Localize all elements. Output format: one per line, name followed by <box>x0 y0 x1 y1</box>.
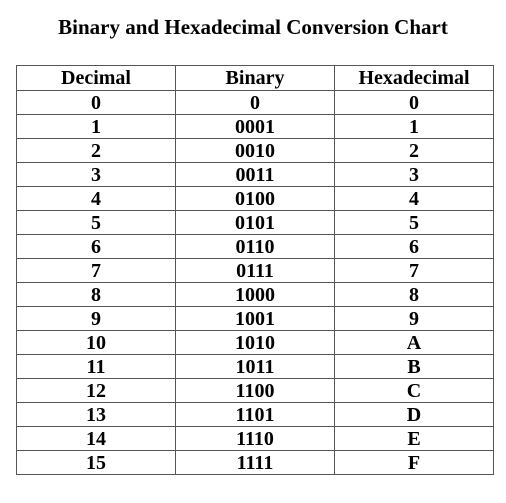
hexadecimal-cell: 4 <box>335 187 494 211</box>
decimal-cell: 11 <box>17 355 176 379</box>
hexadecimal-cell: 3 <box>335 163 494 187</box>
decimal-cell: 14 <box>17 427 176 451</box>
header-row <box>17 66 494 91</box>
binary-cell: 0101 <box>176 211 335 235</box>
table-row <box>17 307 494 331</box>
table-row <box>17 259 494 283</box>
binary-cell: 1000 <box>176 283 335 307</box>
hexadecimal-cell: A <box>335 331 494 355</box>
hexadecimal-cell: 6 <box>335 235 494 259</box>
binary-cell: 1010 <box>176 331 335 355</box>
hexadecimal-cell: 1 <box>335 115 494 139</box>
binary-cell: 1001 <box>176 307 335 331</box>
binary-cell: 0111 <box>176 259 335 283</box>
page-title: Binary and Hexadecimal Conversion Chart <box>58 15 448 39</box>
decimal-cell: 1 <box>17 115 176 139</box>
decimal-cell: 9 <box>17 307 176 331</box>
decimal-cell: 0 <box>17 91 176 115</box>
binary-cell: 1110 <box>176 427 335 451</box>
hexadecimal-cell: 2 <box>335 139 494 163</box>
hexadecimal-cell: 5 <box>335 211 494 235</box>
column-header-hexadecimal: Hexadecimal <box>335 66 494 91</box>
decimal-cell: 3 <box>17 163 176 187</box>
table-row <box>17 379 494 403</box>
table-row <box>17 115 494 139</box>
hexadecimal-cell: D <box>335 403 494 427</box>
binary-cell: 0 <box>176 91 335 115</box>
binary-cell: 1111 <box>176 451 335 475</box>
decimal-cell: 8 <box>17 283 176 307</box>
hexadecimal-cell: B <box>335 355 494 379</box>
hexadecimal-cell: 9 <box>335 307 494 331</box>
binary-cell: 0011 <box>176 163 335 187</box>
column-header-binary: Binary <box>176 66 335 91</box>
table-row <box>17 403 494 427</box>
binary-cell: 0100 <box>176 187 335 211</box>
binary-cell: 1101 <box>176 403 335 427</box>
table-row <box>17 283 494 307</box>
table-row <box>17 331 494 355</box>
table-body <box>17 91 494 475</box>
binary-cell: 1011 <box>176 355 335 379</box>
decimal-cell: 15 <box>17 451 176 475</box>
table-row <box>17 211 494 235</box>
hexadecimal-cell: F <box>335 451 494 475</box>
binary-cell: 1100 <box>176 379 335 403</box>
decimal-cell: 12 <box>17 379 176 403</box>
table-row <box>17 163 494 187</box>
decimal-cell: 6 <box>17 235 176 259</box>
decimal-cell: 13 <box>17 403 176 427</box>
table-row <box>17 91 494 115</box>
hexadecimal-cell: 0 <box>335 91 494 115</box>
hexadecimal-cell: E <box>335 427 494 451</box>
hexadecimal-cell: 8 <box>335 283 494 307</box>
decimal-cell: 10 <box>17 331 176 355</box>
binary-cell: 0010 <box>176 139 335 163</box>
table-row <box>17 451 494 475</box>
decimal-cell: 2 <box>17 139 176 163</box>
binary-cell: 0110 <box>176 235 335 259</box>
hexadecimal-cell: C <box>335 379 494 403</box>
binary-cell: 0001 <box>176 115 335 139</box>
hexadecimal-cell: 7 <box>335 259 494 283</box>
table-row <box>17 235 494 259</box>
conversion-table <box>16 65 494 475</box>
table-row <box>17 139 494 163</box>
table-row <box>17 427 494 451</box>
decimal-cell: 5 <box>17 211 176 235</box>
table-row <box>17 187 494 211</box>
table-row <box>17 355 494 379</box>
decimal-cell: 7 <box>17 259 176 283</box>
column-header-decimal: Decimal <box>17 66 176 91</box>
decimal-cell: 4 <box>17 187 176 211</box>
